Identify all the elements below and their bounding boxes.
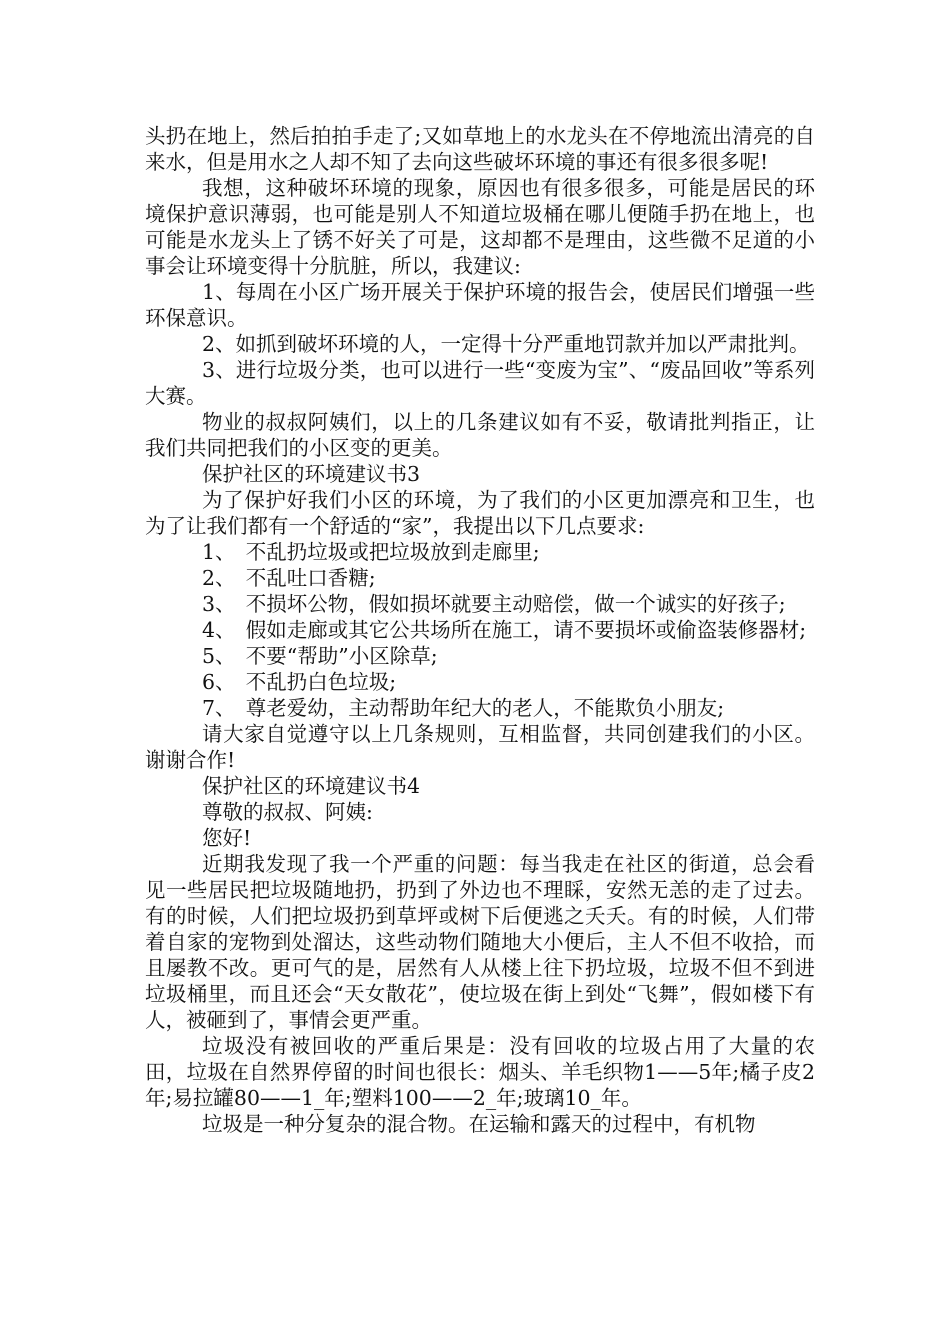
document-body: [145, 123, 815, 1137]
greeting: 您好!: [202, 826, 252, 850]
section-title: 保护社区的环境建议书3: [202, 462, 421, 486]
list-item: 5、 不要“帮助”小区除草;: [202, 644, 438, 668]
section-title: 保护社区的环境建议书4: [202, 774, 421, 798]
paragraph: 物业的叔叔阿姨们，以上的几条建议如有不妥，敬请批判指正，让我们共同把我们的小区变的更美。: [145, 410, 815, 460]
list-item: 1、每周在小区广场开展关于保护环境的报告会，使居民们增强一些环保意识。: [145, 280, 815, 330]
list-item: 2、如抓到破坏环境的人，一定得十分严重地罚款并加以严肃批判。: [202, 332, 810, 356]
list-item: 3、进行垃圾分类，也可以进行一些“变废为宝”、“废品回收”等系列大赛。: [145, 358, 815, 408]
paragraph: 请大家自觉遵守以上几条规则，互相监督，共同创建我们的小区。谢谢合作!: [145, 722, 815, 772]
salutation: 尊敬的叔叔、阿姨:: [202, 800, 373, 824]
paragraph: 为了保护好我们小区的环境，为了我们的小区更加漂亮和卫生，也为了让我们都有一个舒适的“家”，我提出以下几点要求:: [145, 488, 815, 538]
list-item: 4、 假如走廊或其它公共场所在施工，请不要损坏或偷盗装修器材;: [202, 618, 807, 642]
paragraph: 垃圾是一种分复杂的混合物。在运输和露天的过程中，有机物: [202, 1112, 756, 1136]
list-item: 7、 尊老爱幼，主动帮助年纪大的老人，不能欺负小朋友;: [202, 696, 725, 720]
list-item: 3、 不损坏公物，假如损坏就要主动赔偿，做一个诚实的好孩子;: [202, 592, 786, 616]
list-item: 1、 不乱扔垃圾或把垃圾放到走廊里;: [202, 540, 540, 564]
paragraph: 头扔在地上，然后拍拍手走了;又如草地上的水龙头在不停地流出清亮的自来水，但是用水之人却不知了去向这些破坏环境的事还有很多很多呢!: [145, 124, 815, 174]
paragraph: 我想，这种破坏环境的现象，原因也有很多很多，可能是居民的环境保护意识薄弱，也可能是别人不知道垃圾桶在哪儿便随手扔在地上，也可能是水龙头上了锈不好关了可是，这却都不是理由，这些微不足道的小事会让环境变得十分肮脏，所以，我建议:: [145, 176, 815, 278]
list-item: 2、 不乱吐口香糖;: [202, 566, 376, 590]
paragraph: 垃圾没有被回收的严重后果是：没有回收的垃圾占用了大量的农田，垃圾在自然界停留的时间也很长：烟头、羊毛织物1——5年;橘子皮2年;易拉罐80——1_年;塑料100——2_年;玻璃10_年。: [145, 1034, 815, 1110]
paragraph: 近期我发现了我一个严重的问题：每当我走在社区的街道，总会看见一些居民把垃圾随地扔，扔到了外边也不理睬，安然无恙的走了过去。有的时候，人们把垃圾扔到草坪或树下后便逃之夭夭。有的时候，人们带着自家的宠物到处溜达，这些动物们随地大小便后，主人不但不收拾，而且屡教不改。更可气的是，居然有人从楼上往下扔垃圾，垃圾不但不到进垃圾桶里，而且还会“天女散花”，使垃圾在街上到处“飞舞”，假如楼下有人，被砸到了，事情会更严重。: [145, 852, 815, 1032]
list-item: 6、 不乱扔白色垃圾;: [202, 670, 397, 694]
